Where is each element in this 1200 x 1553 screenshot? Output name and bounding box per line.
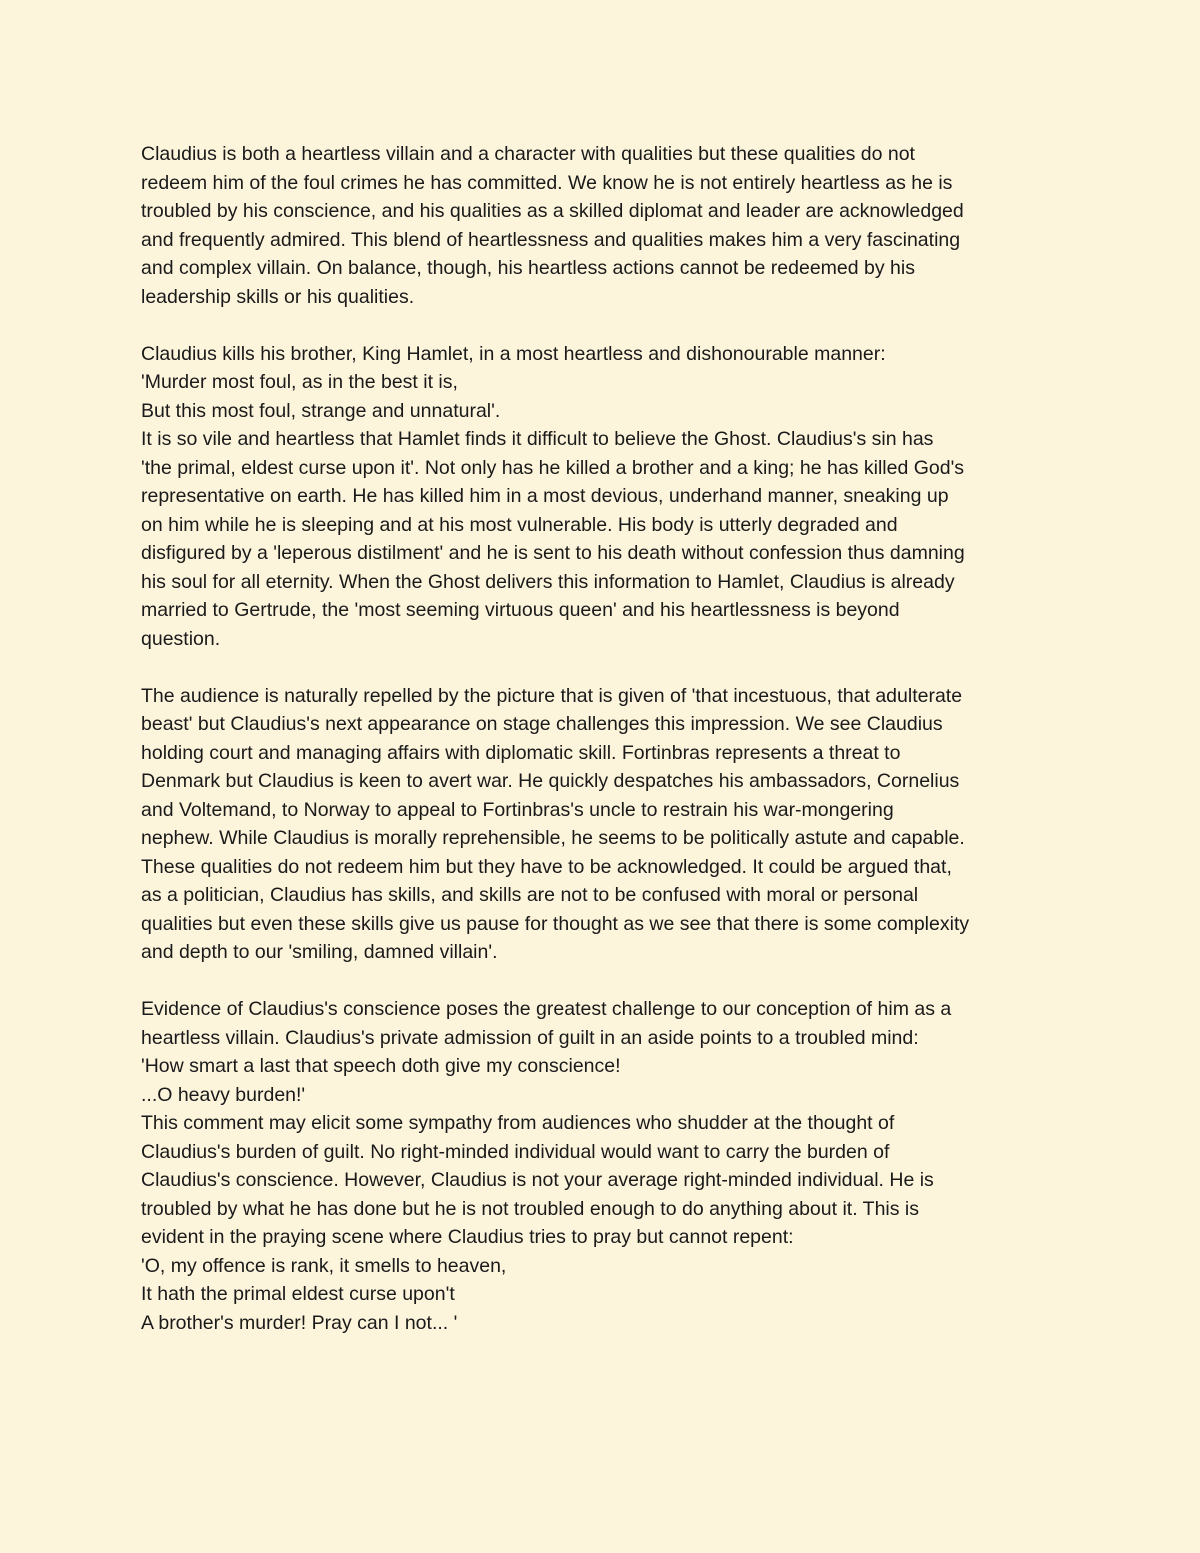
text-line: nephew. While Claudius is morally reprehensible, he seems to be politically astute and capable. (141, 827, 965, 849)
quote-line: ...O heavy burden!' (141, 1083, 306, 1106)
text-line: redeem him of the foul crimes he has committed. We know he is not entirely heartless as he is (141, 171, 953, 194)
quote-line: 'O, my offence is rank, it smells to heaven, (141, 1254, 507, 1277)
quote-line: It hath the primal eldest curse upon't (141, 1283, 455, 1305)
text-line: married to Gertrude, the 'most seeming virtuous queen' and his heartlessness is beyond (141, 599, 900, 621)
text-line: disfigured by a 'leperous distilment' and he is sent to his death without confession thus damning (141, 542, 965, 564)
text-line: heartless villain. Claudius's private admission of guilt in an aside points to a troubled mind: (141, 1026, 919, 1049)
text-line: These qualities do not redeem him but they have to be acknowledged. It could be argued that, (141, 855, 952, 878)
paragraph-diplomacy (141, 682, 1081, 967)
text-line: beast' but Claudius's next appearance on stage challenges this impression. We see Claudius (141, 713, 943, 735)
text-line: and depth to our 'smiling, damned villain'. (141, 941, 498, 963)
text-line: evident in the praying scene where Claudius tries to pray but cannot repent: (141, 1226, 794, 1248)
text-line: Claudius's conscience. However, Claudius is not your average right-minded individual. He is (141, 1169, 934, 1191)
text-line: Denmark but Claudius is keen to avert war. He quickly despatches his ambassadors, Cornelius (141, 770, 960, 792)
text-line: 'the primal, eldest curse upon it'. Not only has he killed a brother and a king; he has killed God's (141, 456, 965, 479)
text-line: Claudius is both a heartless villain and a character with qualities but these qualities do not (141, 143, 915, 165)
text-line: troubled by his conscience, and his qualities as a skilled diplomat and leader are acknowledged (141, 200, 964, 222)
quote-line: But this most foul, strange and unnatural'. (141, 399, 501, 422)
paragraph-conscience (141, 995, 1081, 1337)
text-line: question. (141, 627, 221, 650)
quote-line: 'How smart a last that speech doth give my conscience! (141, 1055, 621, 1077)
document-page (141, 140, 1081, 1366)
text-line: and Voltemand, to Norway to appeal to Fortinbras's uncle to restrain his war-mongering (141, 798, 894, 821)
text-line: Claudius's burden of guilt. No right-minded individual would want to carry the burden of (141, 1140, 890, 1163)
text-line: Claudius kills his brother, King Hamlet, in a most heartless and dishonourable manner: (141, 342, 886, 365)
text-line: The audience is naturally repelled by the picture that is given of 'that incestuous, that adulterate (141, 684, 963, 707)
text-line: This comment may elicit some sympathy from audiences who shudder at the thought of (141, 1112, 895, 1134)
text-line: representative on earth. He has killed him in a most devious, underhand manner, sneaking up (141, 485, 949, 507)
text-line: Evidence of Claudius's conscience poses the greatest challenge to our conception of him as a (141, 998, 952, 1020)
text-line: on him while he is sleeping and at his most vulnerable. His body is utterly degraded and (141, 513, 898, 536)
paragraph-murder (141, 340, 1081, 654)
quote-line: A brother's murder! Pray can I not... ' (141, 1311, 458, 1334)
text-line: holding court and managing affairs with diplomatic skill. Fortinbras represents a threat to (141, 741, 901, 764)
text-line: as a politician, Claudius has skills, and skills are not to be confused with moral or personal (141, 884, 919, 906)
text-line: qualities but even these skills give us pause for thought as we see that there is some complexity (141, 912, 970, 935)
text-line: his soul for all eternity. When the Ghost delivers this information to Hamlet, Claudius is already (141, 570, 955, 593)
text-line: and complex villain. On balance, though, his heartless actions cannot be redeemed by his (141, 257, 915, 279)
paragraph-introduction (141, 140, 1081, 311)
text-line: leadership skills or his qualities. (141, 285, 415, 308)
text-line: It is so vile and heartless that Hamlet finds it difficult to believe the Ghost. Claudius's sin has (141, 428, 934, 450)
quote-line: 'Murder most foul, as in the best it is, (141, 371, 458, 393)
text-line: troubled by what he has done but he is not troubled enough to do anything about it. This is (141, 1197, 920, 1220)
text-line: and frequently admired. This blend of heartlessness and qualities makes him a very fascinating (141, 228, 961, 251)
